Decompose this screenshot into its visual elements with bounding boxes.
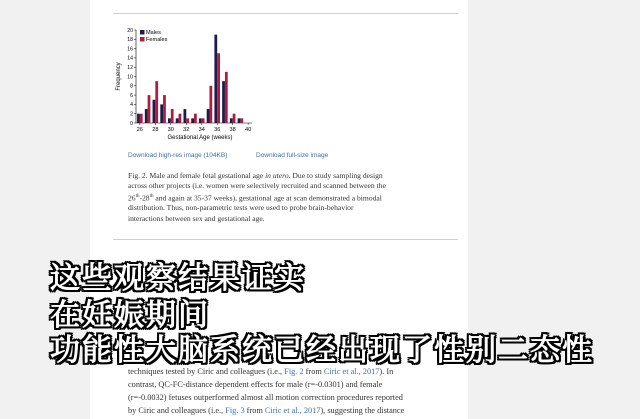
bar-males-36 [214, 35, 217, 123]
bar-males-34 [199, 118, 202, 123]
bar-males-26 [137, 114, 140, 123]
bar-males-38 [230, 118, 233, 123]
y-axis-label: Frequency [116, 62, 122, 91]
x-axis-label: Gestational Age (weeks) [167, 135, 233, 141]
y-tick-label: 16 [127, 46, 133, 53]
bar-females-29 [163, 95, 166, 123]
x-tick-label: 40 [245, 127, 252, 133]
bar-females-33 [194, 114, 197, 123]
bar-males-37 [222, 81, 225, 123]
bar-females-31 [179, 114, 182, 123]
y-tick-label: 12 [127, 65, 133, 71]
y-tick-label: 8 [130, 83, 133, 90]
bar-females-30 [171, 109, 174, 123]
x-tick-label: 38 [229, 127, 236, 133]
legend-label-females: Females [146, 37, 168, 43]
bar-females-27 [148, 95, 151, 123]
legend-swatch-males [140, 30, 145, 35]
y-tick-label: 6 [130, 92, 133, 99]
download-high-res-link[interactable]: Download high-res image (104KB) [128, 152, 228, 159]
bar-males-28 [153, 100, 156, 123]
top-divider [113, 13, 458, 14]
fig2-link[interactable]: Fig. 2 [284, 367, 304, 376]
x-tick-label: 30 [167, 127, 174, 133]
x-tick-label: 28 [152, 127, 159, 133]
bar-females-28 [155, 81, 158, 123]
bar-females-37 [225, 72, 228, 123]
bar-males-31 [176, 118, 179, 123]
y-tick-label: 18 [127, 37, 133, 44]
y-tick-label: 10 [127, 74, 133, 81]
x-tick-label: 34 [198, 127, 205, 133]
bar-males-33 [191, 118, 194, 123]
subtitle-line-1: 这些观察结果证实 [50, 261, 306, 296]
x-tick-label: 26 [136, 127, 143, 133]
y-tick-label: 2 [130, 111, 133, 118]
bar-males-30 [168, 118, 171, 123]
legend-swatch-females [140, 37, 145, 42]
ciric-2017-link-2[interactable]: Ciric et al., 2017 [264, 406, 321, 415]
y-tick-label: 20 [127, 27, 133, 34]
bar-males-35 [207, 109, 210, 123]
fig3-link[interactable]: Fig. 3 [225, 406, 245, 415]
download-full-size-link[interactable]: Download full-size image [256, 152, 329, 159]
y-tick-label: 14 [127, 55, 133, 62]
subtitle-line-2: 在妊娠期间 [50, 298, 210, 333]
ciric-2017-link[interactable]: Ciric et al., 2017 [323, 367, 380, 376]
bar-males-39 [238, 118, 241, 123]
bar-males-32 [183, 109, 186, 123]
bar-females-39 [240, 118, 243, 123]
legend-label-males: Males [146, 30, 161, 36]
figure-caption: Fig. 2. Male and female fetal gestational age in utero. Due to study sampling design across other projects (i.e. women were selectively recruited and scanned between the 26th-28th and again at 35-37 weeks), gestational age at scan demonstrated a bimodal distribution. Thus, non-parametric tests were used to probe brain-behavior interactions between sex and gestational age. [128, 171, 386, 223]
bar-females-26 [140, 114, 143, 123]
x-tick-label: 36 [214, 127, 221, 133]
bar-females-36 [217, 53, 220, 123]
bar-females-35 [209, 86, 212, 123]
subtitle-line-3: 功能性大脑系统已经出现了性别二态性 [50, 333, 594, 368]
y-tick-label: 0 [130, 120, 133, 127]
bar-males-27 [145, 109, 148, 123]
bar-males-29 [160, 104, 163, 123]
bar-females-38 [233, 114, 236, 123]
bar-females-32 [186, 118, 189, 123]
bar-females-34 [202, 118, 205, 123]
caption-divider [113, 239, 458, 240]
y-tick-label: 4 [130, 102, 133, 109]
gestational-age-chart [112, 22, 257, 150]
article-body-text: techniques tested by Ciric and colleagues (i.e., Fig. 2 from Ciric et al., 2017). In contrast, QC-FC-distance dependent effects for male (r=-0.0301) and female (r=-0.0032) fetuses outperformed almost all motion correction procedures reported by Ciric and colleagues (i.e., Fig. 3 from Ciric et al., 2017), suggesting the distance [128, 367, 405, 415]
x-tick-label: 32 [183, 127, 190, 133]
